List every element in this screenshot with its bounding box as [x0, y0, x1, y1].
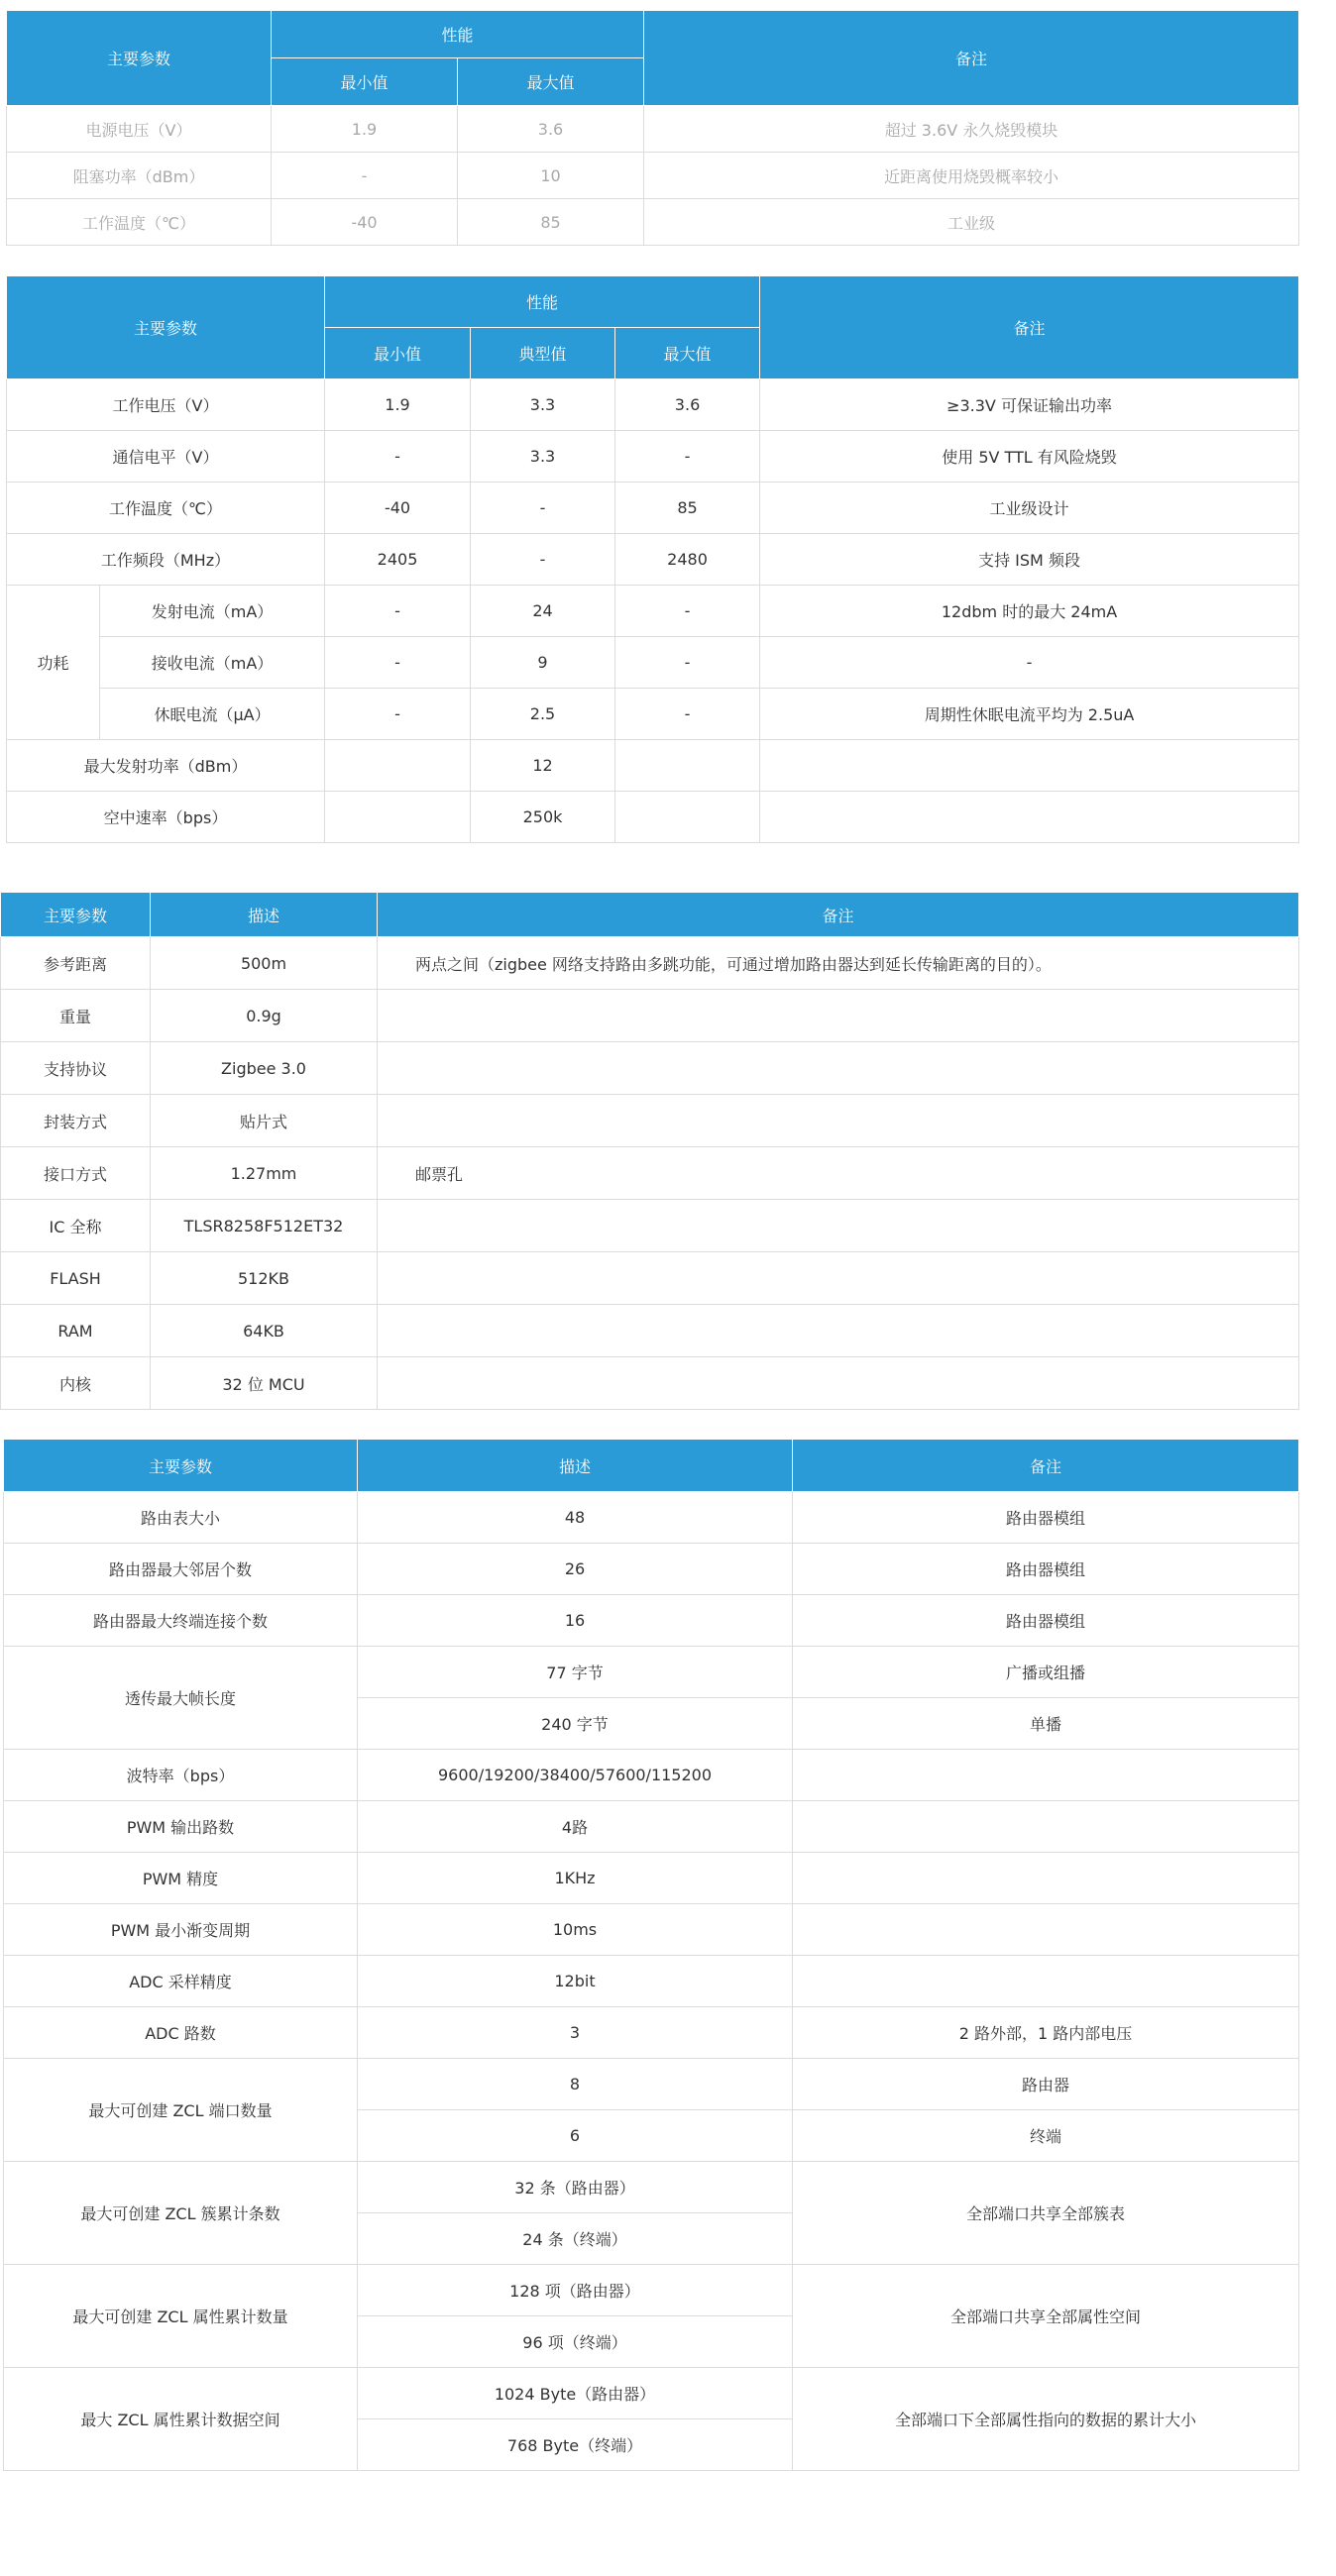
desc-cell: 0.9g — [151, 990, 378, 1042]
param-cell: 内核 — [1, 1357, 151, 1410]
note-cell — [793, 1853, 1299, 1904]
typ-cell: 3.3 — [471, 431, 615, 483]
desc-cell: 128 项（路由器） — [358, 2265, 793, 2316]
table-row — [1, 1357, 1299, 1410]
note-cell: 工业级设计 — [760, 483, 1299, 534]
table-row — [7, 534, 1299, 586]
note-cell — [793, 1801, 1299, 1853]
note-cell: 工业级 — [644, 199, 1299, 246]
note-cell: 支持 ISM 频段 — [760, 534, 1299, 586]
table-row — [7, 106, 1299, 153]
table-row — [1, 990, 1299, 1042]
table-row — [1, 1042, 1299, 1095]
operating-parameters-table — [6, 275, 1299, 843]
param-cell: RAM — [1, 1305, 151, 1357]
header-min: 最小值 — [325, 328, 471, 379]
param-cell: ADC 路数 — [4, 2007, 358, 2059]
min-cell: 1.9 — [325, 379, 471, 431]
header-param: 主要参数 — [4, 1440, 358, 1492]
note-cell — [378, 1042, 1299, 1095]
typ-cell: 12 — [471, 740, 615, 792]
header-max: 最大值 — [615, 328, 760, 379]
network-specs-table — [3, 1439, 1299, 2471]
param-cell: 工作电压（V） — [7, 379, 325, 431]
note-cell: 周期性休眠电流平均为 2.5uA — [760, 689, 1299, 740]
param-cell: 封装方式 — [1, 1095, 151, 1147]
note-cell: 超过 3.6V 永久烧毁模块 — [644, 106, 1299, 153]
header-param: 主要参数 — [7, 276, 325, 379]
note-cell — [793, 1750, 1299, 1801]
note-cell: 路由器模组 — [793, 1595, 1299, 1647]
header-max: 最大值 — [458, 58, 644, 106]
desc-cell: 1.27mm — [151, 1147, 378, 1200]
typ-cell: 9 — [471, 637, 615, 689]
max-cell: 85 — [458, 199, 644, 246]
param-cell: 空中速率（bps） — [7, 792, 325, 843]
desc-cell: 8 — [358, 2059, 793, 2110]
table-row — [1, 1305, 1299, 1357]
table-row — [4, 1904, 1299, 1956]
param-cell: ADC 采样精度 — [4, 1956, 358, 2007]
param-cell: FLASH — [1, 1252, 151, 1305]
note-cell: 全部端口共享全部簇表 — [793, 2162, 1299, 2265]
desc-cell: 16 — [358, 1595, 793, 1647]
param-cell: 接口方式 — [1, 1147, 151, 1200]
note-cell: 邮票孔 — [378, 1147, 1299, 1200]
param-cell: 最大可创建 ZCL 簇累计条数 — [4, 2162, 358, 2265]
desc-cell: TLSR8258F512ET32 — [151, 1200, 378, 1252]
table-row — [7, 199, 1299, 246]
max-cell: - — [615, 586, 760, 637]
param-cell: PWM 输出路数 — [4, 1801, 358, 1853]
table-row — [4, 1956, 1299, 2007]
note-cell: 全部端口共享全部属性空间 — [793, 2265, 1299, 2368]
note-cell: 终端 — [793, 2110, 1299, 2162]
header-note: 备注 — [760, 276, 1299, 379]
min-cell — [325, 792, 471, 843]
header-desc: 描述 — [151, 893, 378, 937]
table-row — [7, 586, 1299, 637]
note-cell: ≥3.3V 可保证输出功率 — [760, 379, 1299, 431]
desc-cell: 12bit — [358, 1956, 793, 2007]
desc-cell: 77 字节 — [358, 1647, 793, 1698]
max-cell: 85 — [615, 483, 760, 534]
typ-cell: 2.5 — [471, 689, 615, 740]
max-cell: - — [615, 431, 760, 483]
header-note: 备注 — [793, 1440, 1299, 1492]
table-row — [7, 740, 1299, 792]
table-row — [1, 1147, 1299, 1200]
param-cell: 透传最大帧长度 — [4, 1647, 358, 1750]
min-cell: - — [325, 689, 471, 740]
typ-cell: - — [471, 534, 615, 586]
limit-ratings-table — [6, 10, 1299, 246]
table-row — [4, 1595, 1299, 1647]
desc-cell: 64KB — [151, 1305, 378, 1357]
param-cell: 路由器最大终端连接个数 — [4, 1595, 358, 1647]
max-cell: 3.6 — [615, 379, 760, 431]
typ-cell: 3.3 — [471, 379, 615, 431]
param-cell: 波特率（bps） — [4, 1750, 358, 1801]
table-row — [4, 2368, 1299, 2419]
desc-cell: 32 条（路由器） — [358, 2162, 793, 2213]
note-cell — [378, 1357, 1299, 1410]
min-cell: 2405 — [325, 534, 471, 586]
table-row — [1, 1095, 1299, 1147]
desc-cell: 3 — [358, 2007, 793, 2059]
param-cell: 发射电流（mA） — [100, 586, 325, 637]
table-row — [4, 1647, 1299, 1698]
note-cell — [760, 740, 1299, 792]
param-cell: IC 全称 — [1, 1200, 151, 1252]
desc-cell: 26 — [358, 1544, 793, 1595]
note-cell — [793, 1904, 1299, 1956]
desc-cell: 10ms — [358, 1904, 793, 1956]
desc-cell: 48 — [358, 1492, 793, 1544]
table-row — [4, 2059, 1299, 2110]
header-performance: 性能 — [325, 276, 760, 328]
table-row — [7, 689, 1299, 740]
param-cell: PWM 最小渐变周期 — [4, 1904, 358, 1956]
desc-cell: 9600/19200/38400/57600/115200 — [358, 1750, 793, 1801]
table-row — [7, 431, 1299, 483]
table-row — [1, 1252, 1299, 1305]
min-cell — [325, 740, 471, 792]
desc-cell: 1KHz — [358, 1853, 793, 1904]
desc-cell: 500m — [151, 937, 378, 990]
max-cell — [615, 792, 760, 843]
table-row — [1, 937, 1299, 990]
param-cell: 支持协议 — [1, 1042, 151, 1095]
note-cell: 两点之间（zigbee 网络支持路由多跳功能，可通过增加路由器达到延长传输距离的目的）。 — [378, 937, 1299, 990]
param-cell: PWM 精度 — [4, 1853, 358, 1904]
table-row — [4, 1853, 1299, 1904]
min-cell: - — [325, 431, 471, 483]
table-row — [7, 637, 1299, 689]
note-cell: 使用 5V TTL 有风险烧毁 — [760, 431, 1299, 483]
note-cell: 2 路外部，1 路内部电压 — [793, 2007, 1299, 2059]
note-cell: 路由器模组 — [793, 1544, 1299, 1595]
header-param: 主要参数 — [1, 893, 151, 937]
param-cell: 重量 — [1, 990, 151, 1042]
max-cell: - — [615, 689, 760, 740]
desc-cell: Zigbee 3.0 — [151, 1042, 378, 1095]
min-cell: -40 — [272, 199, 458, 246]
power-group-cell: 功耗 — [7, 586, 100, 740]
param-cell: 最大发射功率（dBm） — [7, 740, 325, 792]
note-cell — [378, 1252, 1299, 1305]
table-row — [7, 792, 1299, 843]
desc-cell: 贴片式 — [151, 1095, 378, 1147]
table-row — [7, 153, 1299, 199]
param-cell: 阻塞功率（dBm） — [7, 153, 272, 199]
typ-cell: - — [471, 483, 615, 534]
max-cell: - — [615, 637, 760, 689]
table-row — [7, 379, 1299, 431]
typ-cell: 250k — [471, 792, 615, 843]
header-note: 备注 — [644, 11, 1299, 106]
desc-cell: 96 项（终端） — [358, 2316, 793, 2368]
general-specs-table — [0, 892, 1299, 1410]
param-cell: 工作频段（MHz） — [7, 534, 325, 586]
header-performance: 性能 — [272, 11, 644, 58]
note-cell — [378, 1095, 1299, 1147]
header-param: 主要参数 — [7, 11, 272, 106]
desc-cell: 24 条（终端） — [358, 2213, 793, 2265]
table-row — [4, 2265, 1299, 2316]
min-cell: 1.9 — [272, 106, 458, 153]
min-cell: - — [272, 153, 458, 199]
note-cell: 路由器模组 — [793, 1492, 1299, 1544]
table-row — [4, 2162, 1299, 2213]
max-cell: 2480 — [615, 534, 760, 586]
param-cell: 工作温度（℃） — [7, 199, 272, 246]
max-cell — [615, 740, 760, 792]
param-cell: 工作温度（℃） — [7, 483, 325, 534]
max-cell: 3.6 — [458, 106, 644, 153]
desc-cell: 6 — [358, 2110, 793, 2162]
table-row — [1, 1200, 1299, 1252]
note-cell — [378, 1305, 1299, 1357]
header-min: 最小值 — [272, 58, 458, 106]
max-cell: 10 — [458, 153, 644, 199]
param-cell: 路由器最大邻居个数 — [4, 1544, 358, 1595]
param-cell: 路由表大小 — [4, 1492, 358, 1544]
note-cell: 近距离使用烧毁概率较小 — [644, 153, 1299, 199]
table-row — [4, 1750, 1299, 1801]
desc-cell: 240 字节 — [358, 1698, 793, 1750]
param-cell: 最大 ZCL 属性累计数据空间 — [4, 2368, 358, 2471]
note-cell: - — [760, 637, 1299, 689]
header-desc: 描述 — [358, 1440, 793, 1492]
note-cell — [378, 1200, 1299, 1252]
note-cell: 12dbm 时的最大 24mA — [760, 586, 1299, 637]
note-cell: 单播 — [793, 1698, 1299, 1750]
min-cell: - — [325, 586, 471, 637]
min-cell: -40 — [325, 483, 471, 534]
typ-cell: 24 — [471, 586, 615, 637]
note-cell — [378, 990, 1299, 1042]
header-typ: 典型值 — [471, 328, 615, 379]
param-cell: 电源电压（V） — [7, 106, 272, 153]
table-row — [4, 1492, 1299, 1544]
desc-cell: 4路 — [358, 1801, 793, 1853]
note-cell: 广播或组播 — [793, 1647, 1299, 1698]
desc-cell: 32 位 MCU — [151, 1357, 378, 1410]
desc-cell: 768 Byte（终端） — [358, 2419, 793, 2471]
param-cell: 通信电平（V） — [7, 431, 325, 483]
table-row — [7, 483, 1299, 534]
param-cell: 最大可创建 ZCL 端口数量 — [4, 2059, 358, 2162]
header-note: 备注 — [378, 893, 1299, 937]
table-row — [4, 1544, 1299, 1595]
note-cell: 路由器 — [793, 2059, 1299, 2110]
note-cell — [793, 1956, 1299, 2007]
note-cell — [760, 792, 1299, 843]
desc-cell: 1024 Byte（路由器） — [358, 2368, 793, 2419]
desc-cell: 512KB — [151, 1252, 378, 1305]
note-cell: 全部端口下全部属性指向的数据的累计大小 — [793, 2368, 1299, 2471]
param-cell: 休眠电流（μA） — [100, 689, 325, 740]
min-cell: - — [325, 637, 471, 689]
param-cell: 接收电流（mA） — [100, 637, 325, 689]
param-cell: 最大可创建 ZCL 属性累计数量 — [4, 2265, 358, 2368]
param-cell: 参考距离 — [1, 937, 151, 990]
table-row — [4, 2007, 1299, 2059]
table-row — [4, 1801, 1299, 1853]
